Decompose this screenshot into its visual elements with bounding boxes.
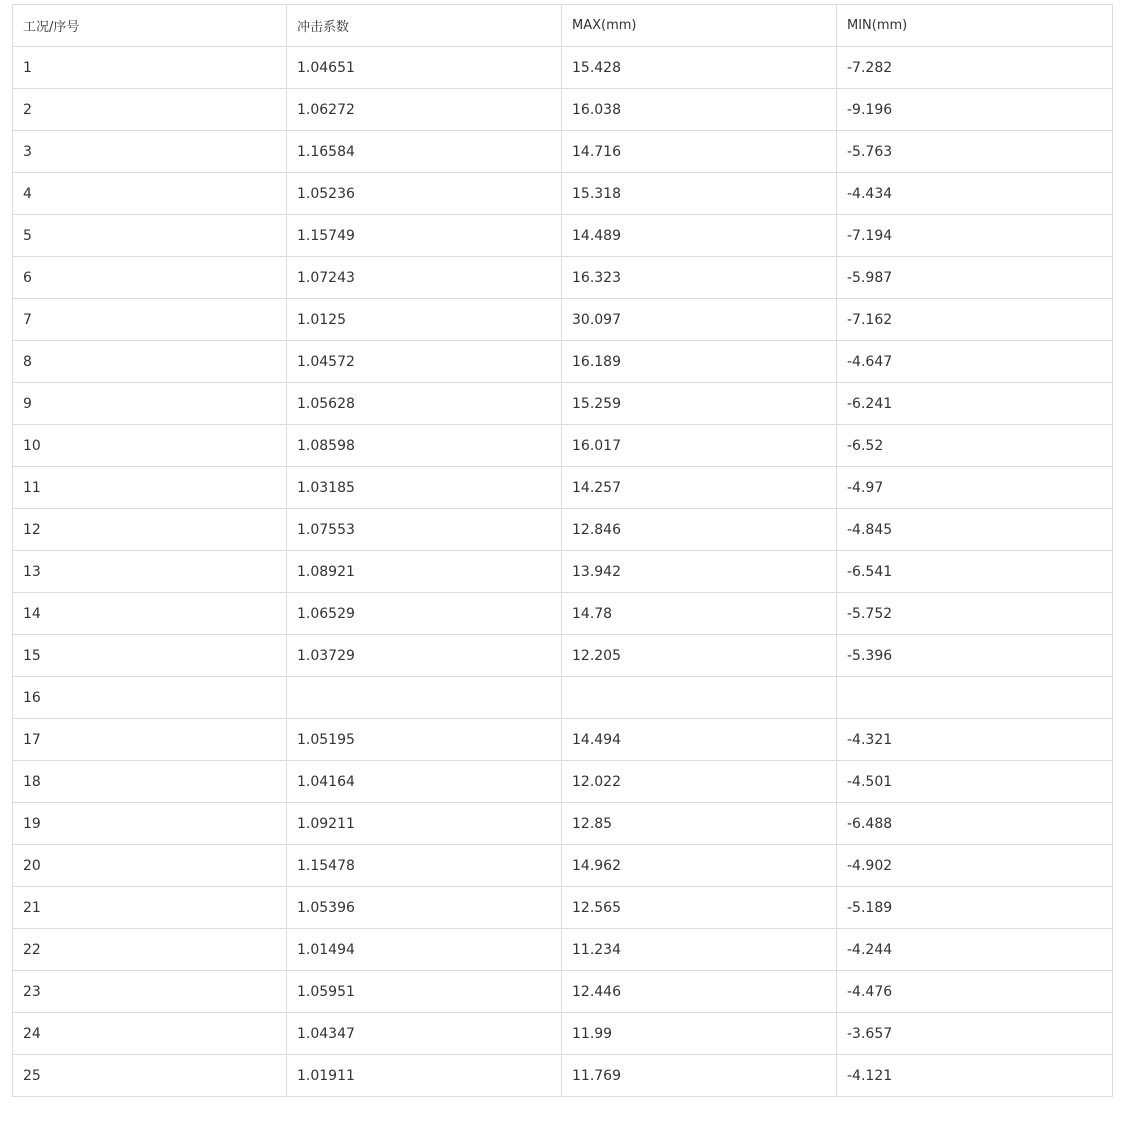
cell-impact-coefficient: 1.0125 [287, 299, 562, 341]
cell-case-number: 10 [13, 425, 287, 467]
cell-impact-coefficient [287, 677, 562, 719]
cell-min-mm: -6.541 [837, 551, 1113, 593]
cell-max-mm: 12.446 [562, 971, 837, 1013]
cell-max-mm [562, 677, 837, 719]
cell-impact-coefficient: 1.05951 [287, 971, 562, 1013]
cell-max-mm: 14.257 [562, 467, 837, 509]
cell-max-mm: 16.189 [562, 341, 837, 383]
cell-min-mm: -7.194 [837, 215, 1113, 257]
cell-max-mm: 12.85 [562, 803, 837, 845]
cell-min-mm: -4.434 [837, 173, 1113, 215]
cell-case-number: 22 [13, 929, 287, 971]
table-row [13, 551, 1113, 593]
cell-impact-coefficient: 1.01494 [287, 929, 562, 971]
cell-impact-coefficient: 1.06529 [287, 593, 562, 635]
cell-min-mm: -7.282 [837, 47, 1113, 89]
cell-min-mm: -4.321 [837, 719, 1113, 761]
table-row [13, 467, 1113, 509]
cell-max-mm: 12.565 [562, 887, 837, 929]
table-row [13, 1013, 1113, 1055]
cell-impact-coefficient: 1.06272 [287, 89, 562, 131]
table-row [13, 89, 1113, 131]
table-row [13, 761, 1113, 803]
cell-min-mm: -9.196 [837, 89, 1113, 131]
cell-impact-coefficient: 1.07553 [287, 509, 562, 551]
table-row [13, 635, 1113, 677]
table-row [13, 887, 1113, 929]
table-row [13, 257, 1113, 299]
cell-impact-coefficient: 1.03729 [287, 635, 562, 677]
cell-min-mm [837, 677, 1113, 719]
cell-min-mm: -4.501 [837, 761, 1113, 803]
table-row [13, 425, 1113, 467]
cell-impact-coefficient: 1.16584 [287, 131, 562, 173]
cell-max-mm: 11.769 [562, 1055, 837, 1097]
cell-max-mm: 14.494 [562, 719, 837, 761]
table-row [13, 929, 1113, 971]
cell-max-mm: 14.489 [562, 215, 837, 257]
cell-case-number: 17 [13, 719, 287, 761]
cell-max-mm: 12.022 [562, 761, 837, 803]
cell-max-mm: 12.205 [562, 635, 837, 677]
cell-case-number: 16 [13, 677, 287, 719]
cell-case-number: 3 [13, 131, 287, 173]
cell-min-mm: -4.647 [837, 341, 1113, 383]
cell-impact-coefficient: 1.01911 [287, 1055, 562, 1097]
cell-case-number: 2 [13, 89, 287, 131]
data-table [12, 4, 1113, 1097]
cell-min-mm: -4.121 [837, 1055, 1113, 1097]
cell-max-mm: 14.78 [562, 593, 837, 635]
table-row [13, 845, 1113, 887]
cell-case-number: 7 [13, 299, 287, 341]
cell-min-mm: -6.241 [837, 383, 1113, 425]
table-row [13, 173, 1113, 215]
cell-impact-coefficient: 1.04572 [287, 341, 562, 383]
table-body [13, 47, 1113, 1097]
cell-max-mm: 15.428 [562, 47, 837, 89]
cell-case-number: 18 [13, 761, 287, 803]
cell-min-mm: -5.189 [837, 887, 1113, 929]
cell-case-number: 13 [13, 551, 287, 593]
cell-case-number: 1 [13, 47, 287, 89]
cell-impact-coefficient: 1.04164 [287, 761, 562, 803]
cell-min-mm: -3.657 [837, 1013, 1113, 1055]
cell-case-number: 4 [13, 173, 287, 215]
header-impact-coefficient: 冲击系数 [287, 5, 562, 47]
cell-min-mm: -5.752 [837, 593, 1113, 635]
cell-min-mm: -5.987 [837, 257, 1113, 299]
header-max-mm: MAX(mm) [562, 5, 837, 47]
cell-case-number: 25 [13, 1055, 287, 1097]
table-header [13, 5, 1113, 47]
cell-max-mm: 12.846 [562, 509, 837, 551]
cell-max-mm: 16.323 [562, 257, 837, 299]
table-row [13, 215, 1113, 257]
table-row [13, 1055, 1113, 1097]
cell-impact-coefficient: 1.05195 [287, 719, 562, 761]
cell-min-mm: -4.244 [837, 929, 1113, 971]
cell-impact-coefficient: 1.08921 [287, 551, 562, 593]
cell-case-number: 11 [13, 467, 287, 509]
cell-min-mm: -4.97 [837, 467, 1113, 509]
cell-case-number: 20 [13, 845, 287, 887]
cell-max-mm: 11.234 [562, 929, 837, 971]
table-row [13, 383, 1113, 425]
table-row [13, 593, 1113, 635]
header-min-mm: MIN(mm) [837, 5, 1113, 47]
cell-case-number: 12 [13, 509, 287, 551]
table-row [13, 509, 1113, 551]
cell-impact-coefficient: 1.04651 [287, 47, 562, 89]
cell-min-mm: -4.476 [837, 971, 1113, 1013]
cell-min-mm: -6.52 [837, 425, 1113, 467]
cell-impact-coefficient: 1.05236 [287, 173, 562, 215]
table-row [13, 719, 1113, 761]
cell-impact-coefficient: 1.04347 [287, 1013, 562, 1055]
cell-impact-coefficient: 1.09211 [287, 803, 562, 845]
cell-min-mm: -6.488 [837, 803, 1113, 845]
table-row [13, 341, 1113, 383]
cell-max-mm: 30.097 [562, 299, 837, 341]
cell-min-mm: -7.162 [837, 299, 1113, 341]
table-row [13, 299, 1113, 341]
cell-case-number: 6 [13, 257, 287, 299]
cell-max-mm: 14.716 [562, 131, 837, 173]
cell-case-number: 19 [13, 803, 287, 845]
table-row [13, 47, 1113, 89]
cell-impact-coefficient: 1.05396 [287, 887, 562, 929]
cell-min-mm: -4.845 [837, 509, 1113, 551]
cell-max-mm: 15.318 [562, 173, 837, 215]
cell-impact-coefficient: 1.08598 [287, 425, 562, 467]
cell-case-number: 24 [13, 1013, 287, 1055]
cell-case-number: 9 [13, 383, 287, 425]
table-row [13, 677, 1113, 719]
cell-min-mm: -5.763 [837, 131, 1113, 173]
header-row [13, 5, 1113, 47]
cell-impact-coefficient: 1.15749 [287, 215, 562, 257]
table-row [13, 803, 1113, 845]
cell-case-number: 23 [13, 971, 287, 1013]
cell-impact-coefficient: 1.15478 [287, 845, 562, 887]
cell-case-number: 15 [13, 635, 287, 677]
cell-impact-coefficient: 1.03185 [287, 467, 562, 509]
cell-max-mm: 15.259 [562, 383, 837, 425]
cell-max-mm: 16.038 [562, 89, 837, 131]
header-case-number: 工况/序号 [13, 5, 287, 47]
cell-max-mm: 14.962 [562, 845, 837, 887]
cell-impact-coefficient: 1.07243 [287, 257, 562, 299]
cell-min-mm: -5.396 [837, 635, 1113, 677]
cell-max-mm: 11.99 [562, 1013, 837, 1055]
cell-min-mm: -4.902 [837, 845, 1113, 887]
cell-case-number: 14 [13, 593, 287, 635]
table-row [13, 131, 1113, 173]
cell-max-mm: 16.017 [562, 425, 837, 467]
table-row [13, 971, 1113, 1013]
cell-max-mm: 13.942 [562, 551, 837, 593]
cell-impact-coefficient: 1.05628 [287, 383, 562, 425]
cell-case-number: 8 [13, 341, 287, 383]
cell-case-number: 5 [13, 215, 287, 257]
cell-case-number: 21 [13, 887, 287, 929]
